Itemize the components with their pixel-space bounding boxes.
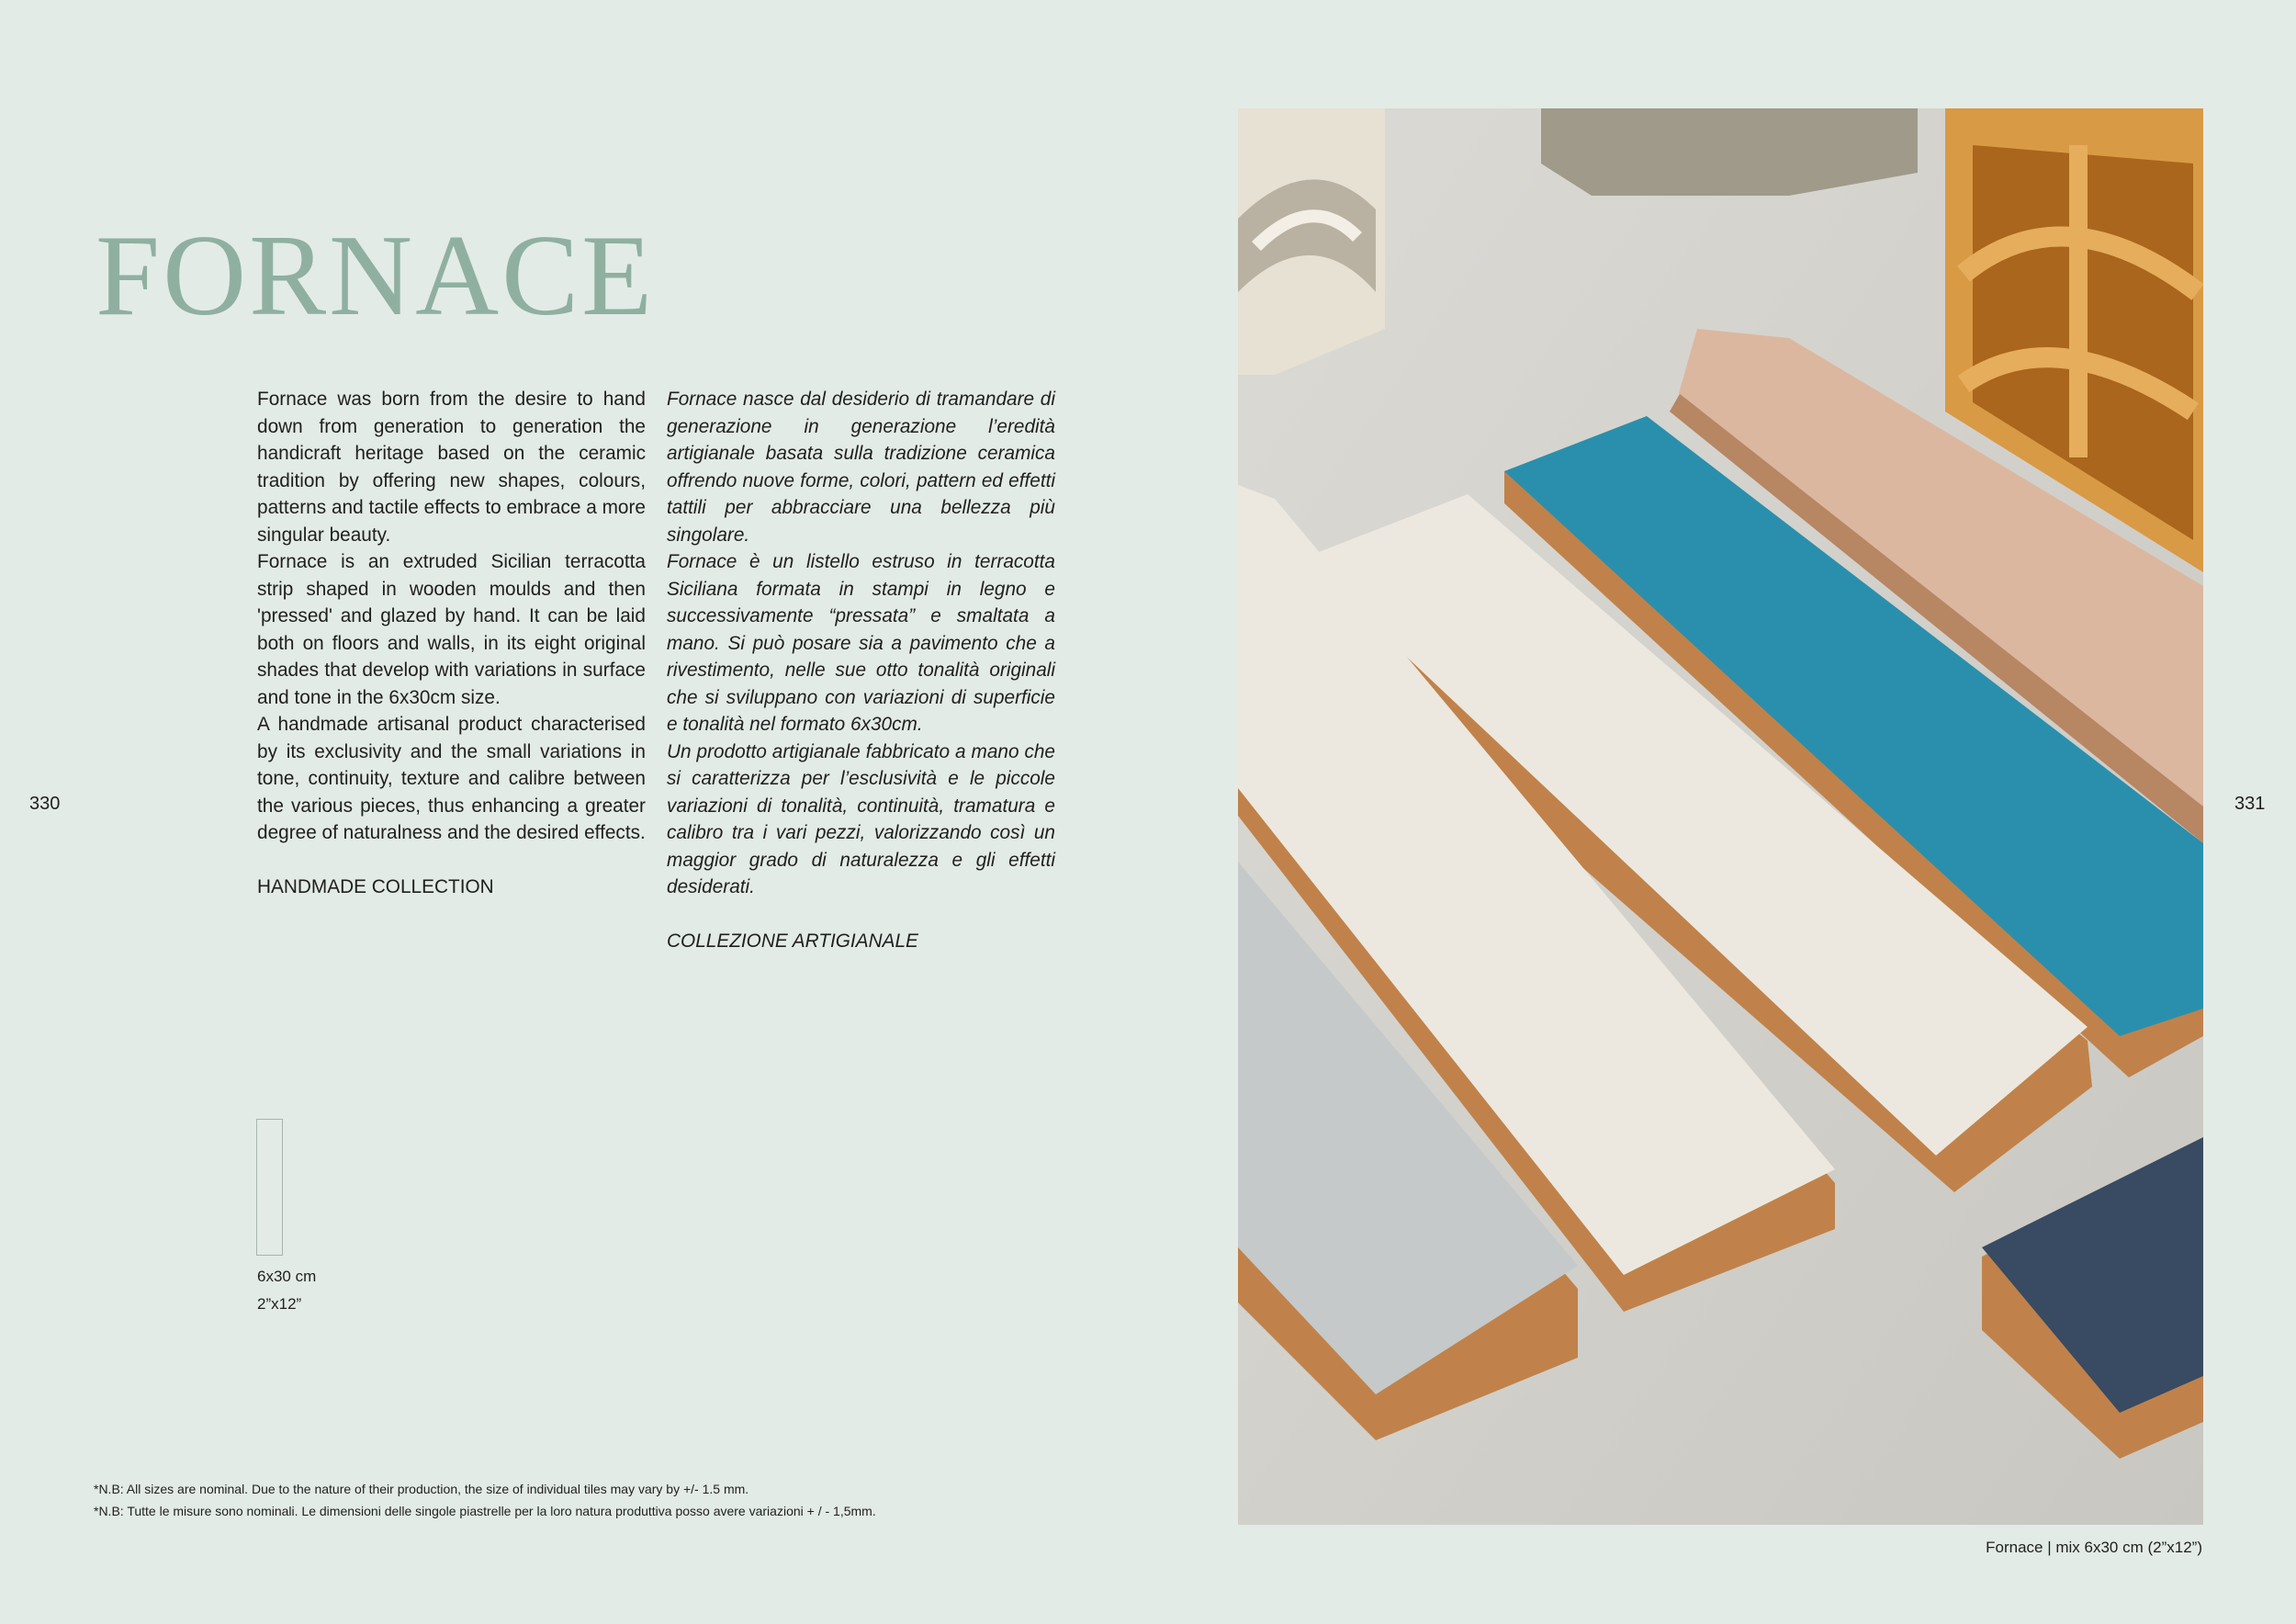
english-collection-label: HANDMADE COLLECTION [257,876,494,897]
footnote-english: *N.B: All sizes are nominal. Due to the nature of their production, the size of individual tiles may vary by +/- 1.5 mm. [94,1482,749,1496]
english-description [257,386,646,901]
tiles-illustration [1238,108,2203,1525]
footnote-italian: *N.B: Tutte le misure sono nominali. Le dimensioni delle singole piastrelle per la loro natura produttiva posso avere variazioni + / - 1,5mm. [94,1504,876,1518]
english-paragraph: A handmade artisanal product characterised by its exclusivity and the small variations in tone, continuity, texture and calibre between the various pieces, thus enhancing a greater degree of naturalness and the desired effects. [257,714,646,843]
size-imperial: 2”x12” [257,1295,302,1313]
page-number-left: 330 [29,794,61,814]
photo-caption: Fornace | mix 6x30 cm (2”x12”) [1986,1539,2202,1556]
italian-paragraph: Un prodotto artigianale fabbricato a mano che si caratterizza per l’esclusività e le piccole variazioni di tonalità, continuità, tramatura e calibro tra i vari pezzi, valorizzando così un maggior grado di naturalezza e gli effetti desiderati. [667,740,1055,897]
english-paragraph: Fornace is an extruded Sicilian terracotta strip shaped in wooden moulds and then 'pressed' and glazed by hand. It can be laid both on floors and walls, in its eight original shades that develop with variations in surface and tone in the 6x30cm size. [257,551,646,708]
white-breeze-block [1238,108,1385,375]
page-number-right: 331 [2234,794,2266,814]
english-paragraph: Fornace was born from the desire to hand down from generation to generation the handicraft heritage based on the ceramic tradition by offering new shapes, colours, patterns and tactile effects to embrace a more singular beauty. [257,389,646,546]
size-metric: 6x30 cm [257,1268,317,1285]
product-photo [1238,108,2203,1525]
collection-title: FORNACE [96,212,656,340]
italian-paragraph: Fornace è un listello estruso in terracotta Siciliana formata in stampi in legno e successivamente “pressata” e smaltata a mano. Si può posare sia a pavimento che a rivestimento, nelle sue otto tonalità originali che si sviluppano con variazioni di superficie e tonalità nel formato 6x30cm. [667,551,1055,735]
italian-description [667,386,1055,955]
taupe-block [1541,108,1918,196]
italian-paragraph: Fornace nasce dal desiderio di tramandare di generazione in generazione l’eredità artigianale basata sulla tradizione ceramica offrendo nuove forme, colori, pattern ed effetti tattili per abbracciare una bellezza più singolare. [667,389,1055,546]
tile-size-diagram [256,1119,283,1256]
italian-collection-label: COLLEZIONE ARTIGIANALE [667,930,918,952]
